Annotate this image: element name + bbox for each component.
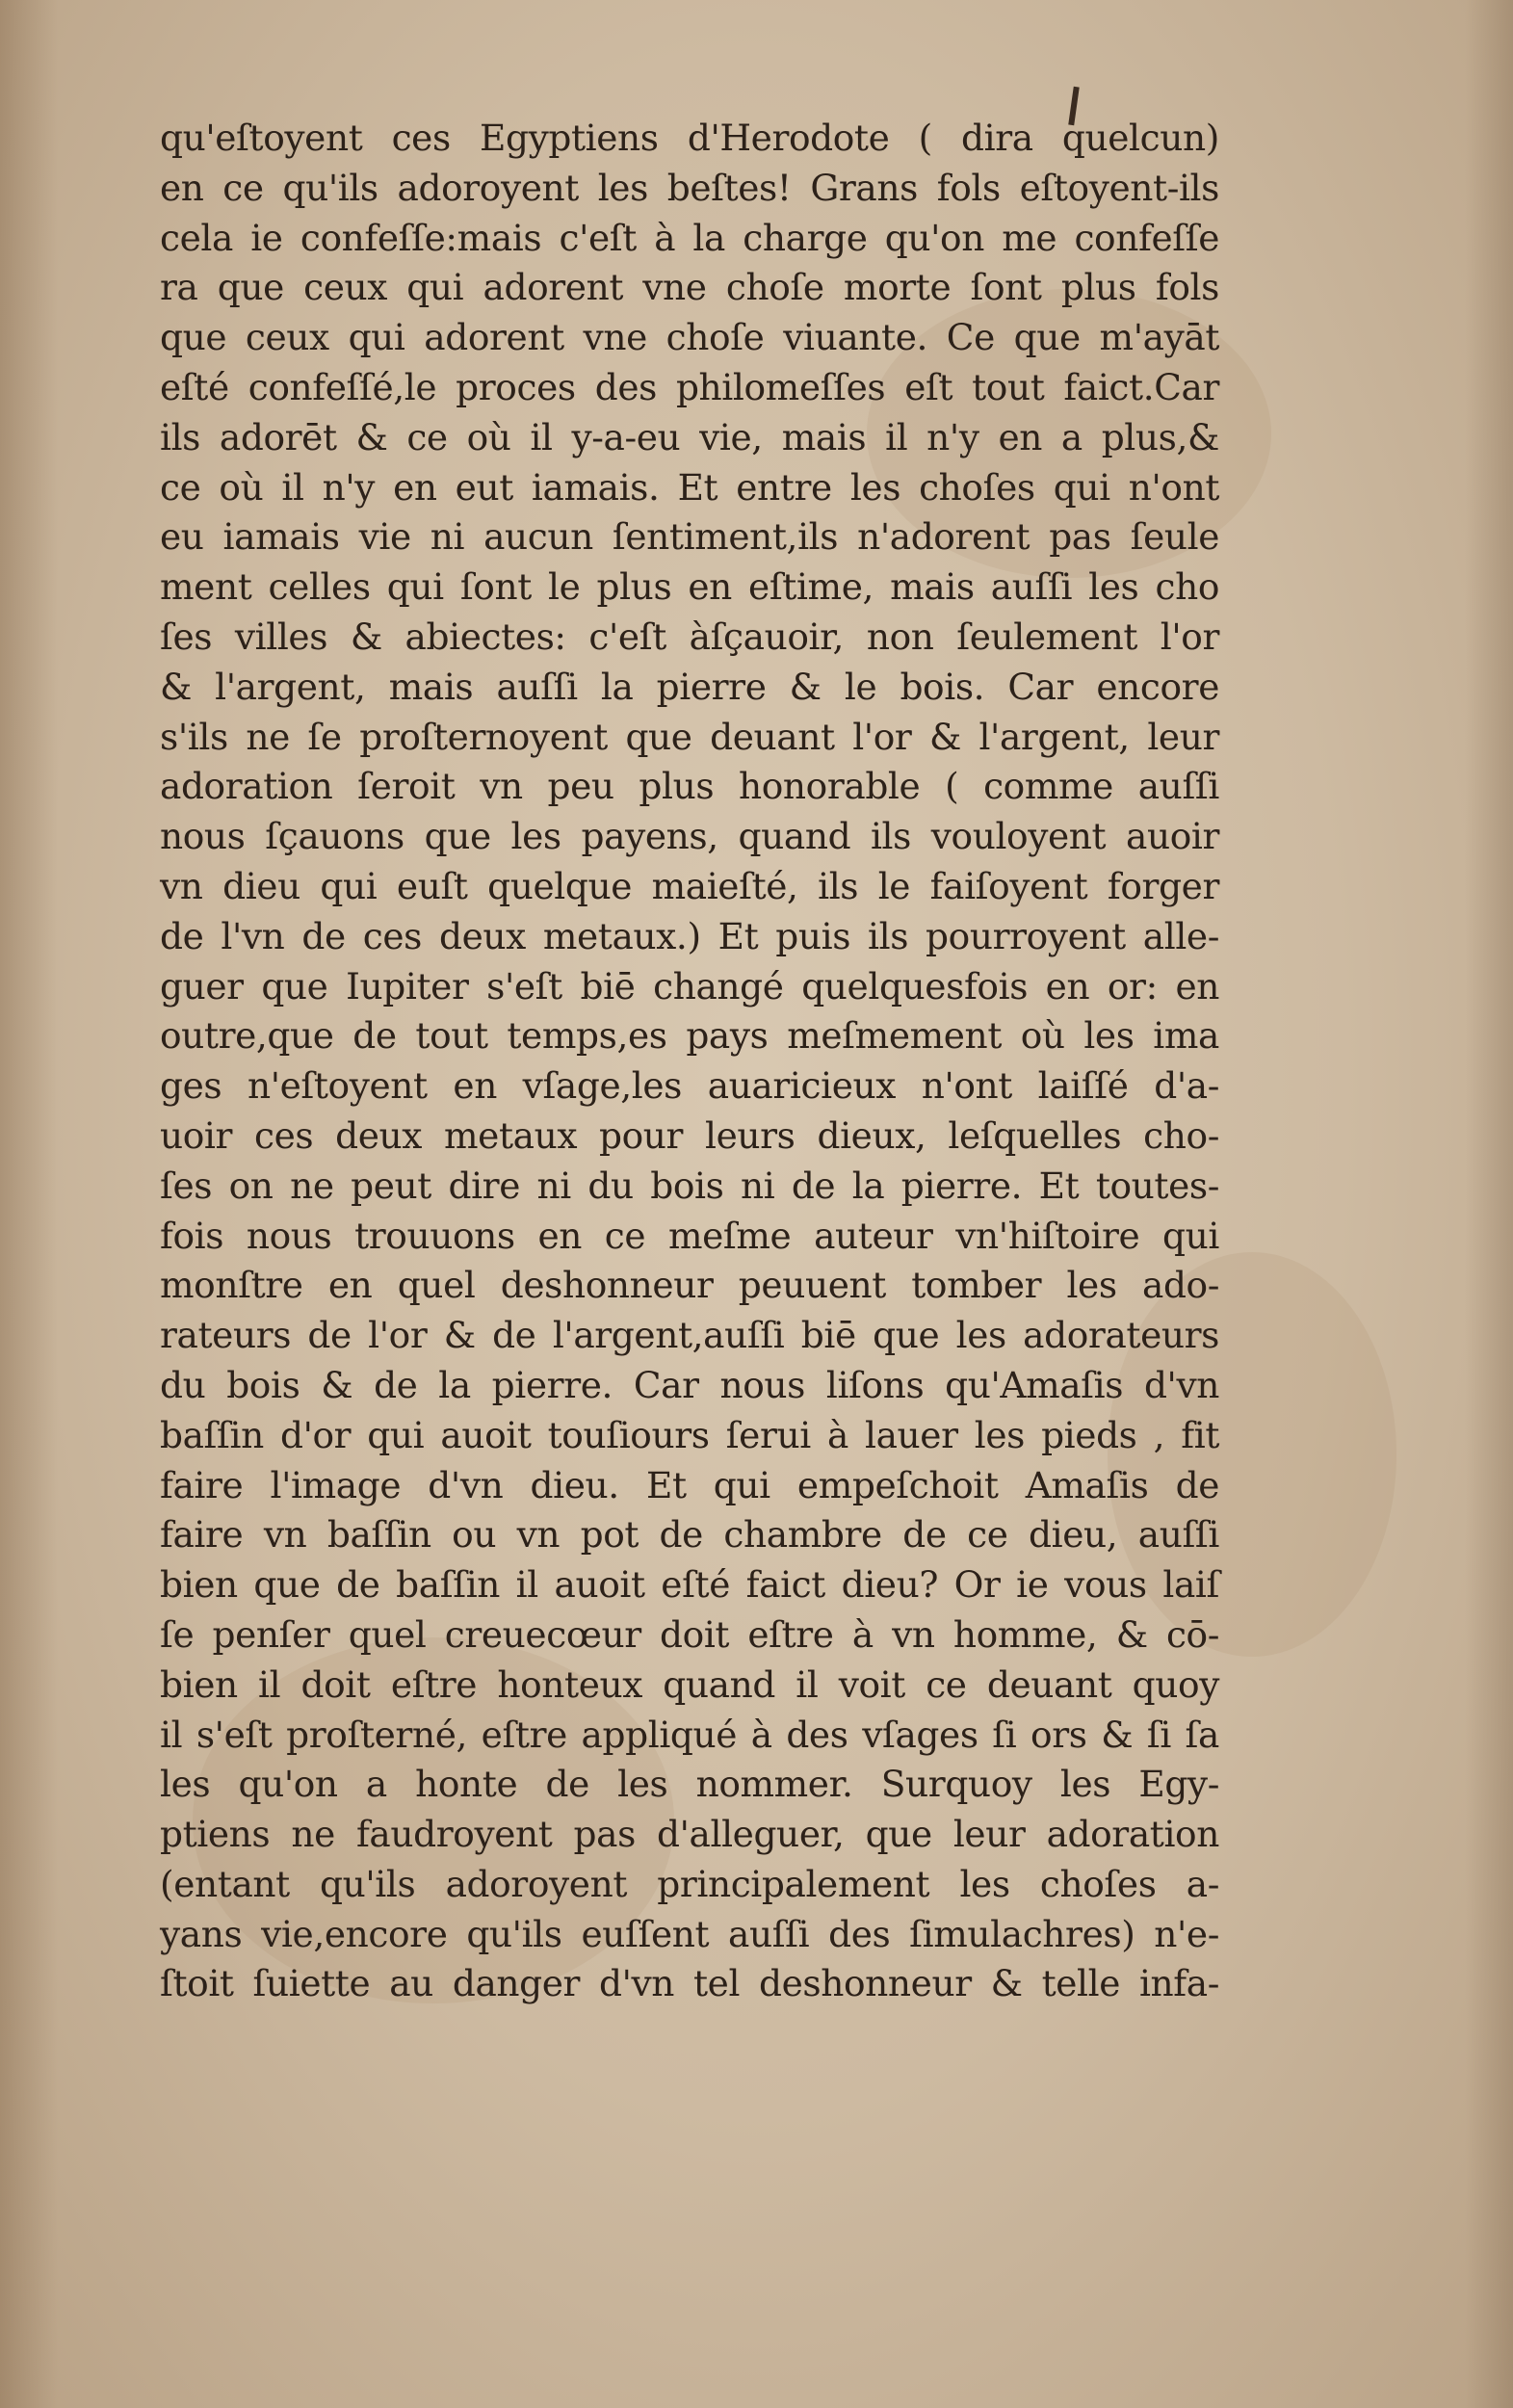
text-line: ſtoit ſuiette au danger d'vn tel deshonneur & telle infa- [160,1962,1219,2005]
text-line: s'ils ne ſe proſternoyent que deuant l'or & l'argent, leur [160,715,1219,758]
text-line: ſe penſer quel creuecœur doit eſtre à vn homme, & cō- [160,1612,1219,1656]
body-text [160,114,1219,2009]
text-line: rateurs de l'or & de l'argent,auſſi biē que les adorateurs [160,1314,1219,1357]
text-line: que ceux qui adorent vne choſe viuante. Ce que m'ayāt [160,316,1219,359]
text-line: baſſin d'or qui auoit touſiours ſerui à lauer les pieds , fit [160,1413,1219,1456]
text-line: outre,que de tout temps,es pays meſmement où les ima [160,1014,1219,1058]
text-line: ra que ceux qui adorent vne choſe morte ſont plus fols [160,266,1219,309]
text-line: monſtre en quel deshonneur peuuent tomber les ado- [160,1264,1219,1307]
text-line: qu'eſtoyent ces Egyptiens d'Herodote ( dira quelcun) [160,117,1219,159]
text-line: & l'argent, mais auſſi la pierre & le bois. Car encore [160,665,1219,708]
text-line: nous ſçauons que les payens, quand ils vouloyent auoir [160,815,1219,858]
text-line: ges n'eſtoyent en vſage,les auaricieux n'ont laiſſé d'a- [160,1064,1219,1108]
text-line: faire l'image d'vn dieu. Et qui empeſchoit Amaſis de [160,1463,1219,1506]
text-line: adoration ſeroit vn peu plus honorable ( comme auſſi [160,765,1219,808]
text-line: ce où il n'y en eut iamais. Et entre les choſes qui n'ont [160,465,1219,509]
text-line: du bois & de la pierre. Car nous liſons qu'Amaſis d'vn [160,1363,1219,1406]
text-line: eſté confeſſé,le proces des philomeſſes eſt tout faict.Car [160,365,1219,408]
text-line: cela ie confeſſe:mais c'eſt à la charge qu'on me confeſſe [160,216,1219,259]
text-line: faire vn baſſin ou vn pot de chambre de ce dieu, auſſi [160,1513,1219,1557]
text-line: yans vie,encore qu'ils euſſent auſſi des ſimulachres) n'e- [160,1912,1219,1955]
text-line: ſes on ne peut dire ni du bois ni de la pierre. Et toutes- [160,1164,1219,1207]
text-line: il s'eſt proſterné, eſtre appliqué à des vſages ſi ors & ſi ſa [160,1713,1219,1756]
text-line: uoir ces deux metaux pour leurs dieux, leſquelles cho- [160,1113,1219,1157]
text-line: bien que de baſſin il auoit eſté faict dieu? Or ie vous laiſ [160,1563,1219,1607]
text-line: eu iamais vie ni aucun ſentiment,ils n'adorent pas ſeule [160,515,1219,559]
text-line: fois nous trouuons en ce meſme auteur vn'hiſtoire qui [160,1214,1219,1257]
text-line: ils adorēt & ce où il y-a-eu vie, mais il n'y en a plus,& [160,415,1219,458]
text-line: de l'vn de ces deux metaux.) Et puis ils pourroyent alle- [160,914,1219,957]
text-line: ment celles qui ſont le plus en eſtime, mais auſſi les cho [160,565,1219,609]
text-line: guer que Iupiter s'eſt biē changé quelquesfois en or: en [160,964,1219,1008]
text-line: ptiens ne faudroyent pas d'alleguer, que leur adoration [160,1813,1219,1856]
text-line: vn dieu qui euſt quelque maieſté, ils le faiſoyent forger [160,864,1219,907]
text-line: (entant qu'ils adoroyent principalement les choſes a- [160,1862,1219,1905]
text-line: les qu'on a honte de les nommer. Surquoy les Egy- [160,1763,1219,1806]
text-line: en ce qu'ils adoroyent les beſtes! Grans fols eſtoyent-ils [160,166,1219,209]
text-line: ſes villes & abiectes: c'eſt àſçauoir, non ſeulement l'or [160,615,1219,658]
text-line: bien il doit eſtre honteux quand il voit ce deuant quoy [160,1662,1219,1706]
